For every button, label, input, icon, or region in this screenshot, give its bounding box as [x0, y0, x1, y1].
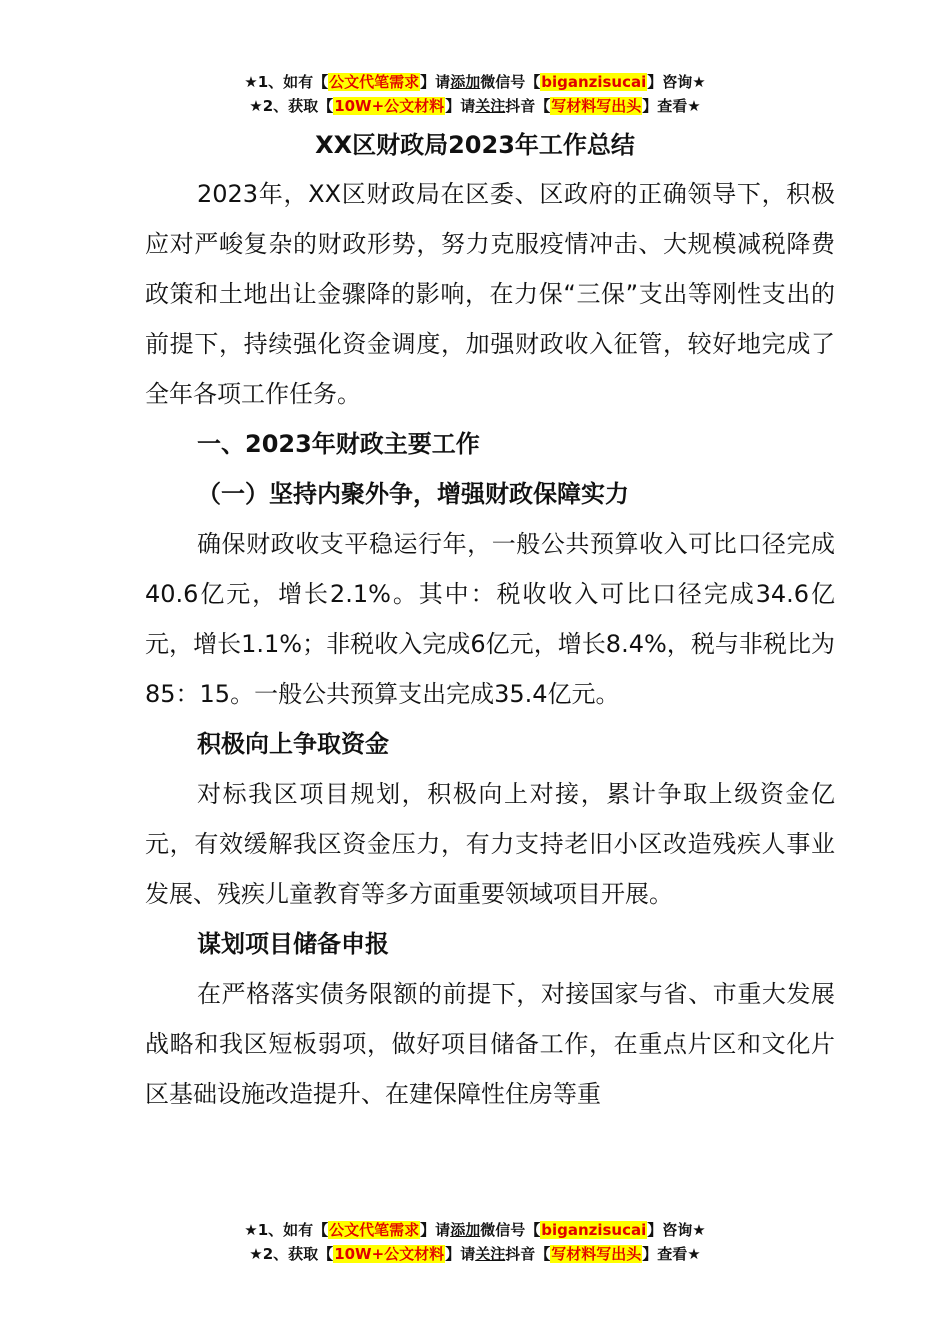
paragraph-funding: 对标我区项目规划，积极向上对接，累计争取上级资金亿元，有效缓解我区资金压力，有力支持老旧小区改造残疾人事业发展、残疾儿童教育等多方面重要领域项目开展。 [145, 780, 835, 908]
section-heading-1: 一、2023年财政主要工作 [197, 430, 480, 458]
heading-project-reserve: 谋划项目储备申报 [197, 930, 389, 958]
subsection-heading-1: （一）坚持内聚外争，增强财政保障实力 [197, 480, 629, 508]
heading-funding: 积极向上争取资金 [197, 730, 389, 758]
highlight-douyin-id: 写材料写出头 [551, 97, 642, 115]
intro-paragraph: 2023年，XX区财政局在区委、区政府的正确领导下，积极应对严峻复杂的财政形势，努力克服疫情冲击、大规模减税降费政策和土地出让金骤降的影响，在力保“三保”支出等刚性支出的前提下，持续强化资金调度，加强财政收入征管，较好地完成了全年各项工作任务。 [145, 180, 835, 408]
highlight-service: 公文代笔需求 [329, 1221, 420, 1239]
bottom-banner-line-1: ★1、如有【公文代笔需求】请添加微信号【biganzisucai】咨询★ [244, 1221, 706, 1239]
document-title: XX区财政局2023年工作总结 [315, 131, 635, 159]
top-banner-line-1: ★1、如有【公文代笔需求】请添加微信号【biganzisucai】咨询★ [244, 73, 706, 91]
highlight-douyin-id: 写材料写出头 [551, 1245, 642, 1263]
document-body [145, 169, 835, 1119]
highlight-materials: 10W+公文材料 [334, 1245, 445, 1263]
bottom-banner-line-2: ★2、获取【10W+公文材料】请关注抖音【写材料写出头】查看★ [249, 1245, 701, 1263]
paragraph-revenue: 确保财政收支平稳运行年，一般公共预算收入可比口径完成40.6亿元，增长2.1%。其中：税收收入可比口径完成34.6亿元，增长1.1%；非税收入完成6亿元，增长8.4%，税与非税比为85：15。一般公共预算支出完成35.4亿元。 [145, 530, 835, 708]
highlight-wechat-id: biganzisucai [541, 1221, 647, 1239]
top-banner-line-2: ★2、获取【10W+公文材料】请关注抖音【写材料写出头】查看★ [249, 97, 701, 115]
highlight-materials: 10W+公文材料 [334, 97, 445, 115]
highlight-wechat-id: biganzisucai [541, 73, 647, 91]
highlight-service: 公文代笔需求 [329, 73, 420, 91]
paragraph-project-reserve: 在严格落实债务限额的前提下，对接国家与省、市重大发展战略和我区短板弱项，做好项目储备工作，在重点片区和文化片区基础设施改造提升、在建保障性住房等重 [145, 980, 835, 1108]
